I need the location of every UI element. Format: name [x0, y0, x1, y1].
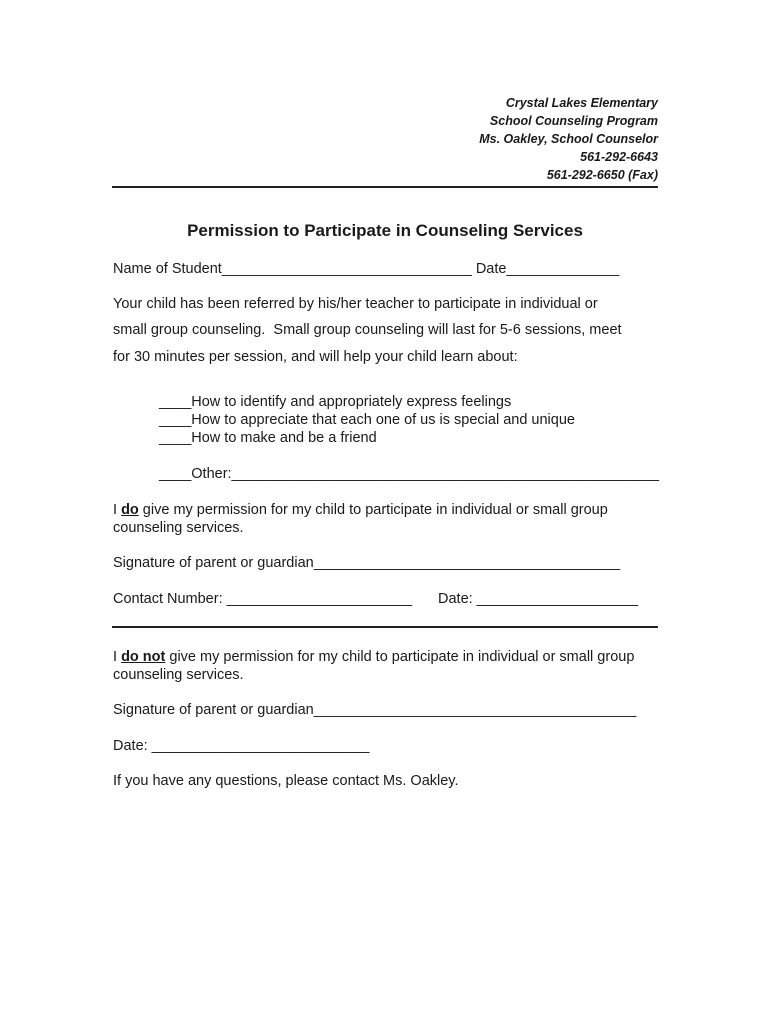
consent-statement [113, 502, 608, 518]
topic-item-feelings[interactable]: ____How to identify and appropriately express feelings [159, 394, 512, 410]
section-divider [112, 626, 658, 628]
counselor-name: Ms. Oakley, School Counselor [479, 132, 658, 146]
intro-line: for 30 minutes per session, and will help your child learn about: [113, 349, 518, 365]
intro-line: Your child has been referred by his/her teacher to participate in individual or [113, 296, 598, 312]
fax-number: 561-292-6650 (Fax) [546, 168, 658, 182]
refusal-statement [113, 649, 634, 665]
topic-item-special[interactable]: ____How to appreciate that each one of us is special and unique [159, 412, 575, 428]
refusal-statement-continued: counseling services. [113, 667, 244, 683]
consent-prefix: I [113, 502, 122, 518]
phone-number: 561-292-6643 [580, 150, 658, 164]
consent-date-line[interactable]: Date: ____________________ [438, 591, 638, 607]
student-name-date-line[interactable]: Name of Student_______________________________ Date______________ [113, 261, 620, 277]
refusal-prefix: I [113, 649, 122, 665]
consent-emphasis: do [121, 502, 139, 518]
refusal-date-line[interactable]: Date: ___________________________ [113, 738, 370, 754]
intro-line: small group counseling. Small group counseling will last for 5-6 sessions, meet [113, 322, 622, 338]
program-name: School Counseling Program [489, 114, 658, 128]
consent-signature-line[interactable]: Signature of parent or guardian______________________________________ [113, 555, 621, 571]
refusal-text: give my permission for my child to participate in individual or small group [165, 649, 635, 665]
topic-item-other[interactable]: ____Other:_____________________________________________________ [159, 466, 659, 482]
contact-number-line[interactable]: Contact Number: _______________________ [113, 591, 413, 607]
refusal-signature-line[interactable]: Signature of parent or guardian________________________________________ [113, 702, 637, 718]
consent-statement-continued: counseling services. [113, 520, 244, 536]
consent-text: give my permission for my child to participate in individual or small group [138, 502, 608, 518]
header-divider [112, 186, 658, 188]
topic-item-friend[interactable]: ____How to make and be a friend [159, 430, 377, 446]
school-name: Crystal Lakes Elementary [505, 96, 658, 110]
closing-note: If you have any questions, please contact Ms. Oakley. [113, 773, 459, 789]
refusal-emphasis: do not [121, 649, 166, 665]
form-title: Permission to Participate in Counseling Services [187, 221, 583, 240]
